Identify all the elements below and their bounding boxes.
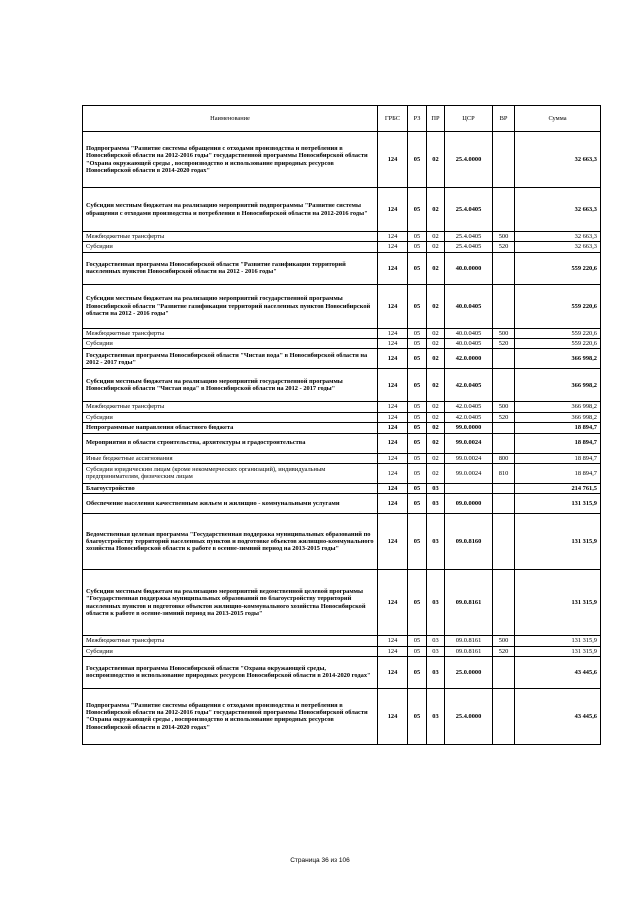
row-vr [493,514,515,570]
row-rz: 05 [408,412,427,422]
row-grbs: 124 [378,636,408,646]
row-sum: 559 220,6 [515,328,601,338]
row-grbs: 124 [378,328,408,338]
row-sum: 366 998,2 [515,402,601,412]
row-csr: 09.0.8161 [445,570,493,636]
row-vr: 500 [493,636,515,646]
row-pr: 03 [427,514,445,570]
row-name: Субсидии [83,412,378,422]
row-pr: 03 [427,570,445,636]
row-vr [493,494,515,514]
row-grbs: 124 [378,423,408,433]
row-rz: 05 [408,188,427,232]
row-name: Субсидии местным бюджетам на реализацию мероприятий государственной программы Новосибирской области "Чистая вода" в Новосибирской области на 2012 - 2017 годы" [83,369,378,402]
table-row [83,188,601,232]
row-pr: 03 [427,656,445,688]
row-grbs: 124 [378,453,408,463]
row-grbs: 124 [378,514,408,570]
row-rz: 05 [408,483,427,493]
row-csr: 99.0.0024 [445,453,493,463]
row-grbs: 124 [378,463,408,483]
row-csr: 42.0.0405 [445,402,493,412]
row-csr: 25.0.0000 [445,656,493,688]
table-row [83,423,601,433]
row-rz: 05 [408,636,427,646]
table-header-row [83,106,601,132]
row-rz: 05 [408,242,427,252]
table-row [83,412,601,422]
row-sum: 43 445,6 [515,656,601,688]
row-vr [493,188,515,232]
row-vr: 520 [493,646,515,656]
row-grbs: 124 [378,132,408,188]
row-csr: 25.4.0405 [445,188,493,232]
header-rz: РЗ [408,106,427,132]
row-sum: 131 315,9 [515,570,601,636]
row-pr: 02 [427,242,445,252]
table-row [83,232,601,242]
header-name: Наименование [83,106,378,132]
row-name: Субсидии [83,339,378,349]
page-number: Страница 36 из 106 [290,857,350,864]
row-pr: 02 [427,339,445,349]
row-rz: 05 [408,423,427,433]
row-name: Иные бюджетные ассигнования [83,453,378,463]
row-grbs: 124 [378,369,408,402]
row-pr: 02 [427,349,445,369]
row-csr: 40.0.0405 [445,328,493,338]
row-csr: 99.0.0000 [445,423,493,433]
row-csr: 25.4.0405 [445,232,493,242]
row-pr: 02 [427,132,445,188]
row-pr: 02 [427,433,445,453]
row-vr [493,423,515,433]
table-row [83,433,601,453]
row-csr: 42.0.0405 [445,412,493,422]
row-rz: 05 [408,252,427,284]
row-name: Государственная программа Новосибирской области "Чистая вода" в Новосибирской области на 2012 - 2017 годы" [83,349,378,369]
row-sum: 559 220,6 [515,284,601,328]
row-rz: 05 [408,132,427,188]
row-rz: 05 [408,232,427,242]
row-csr: 09.0.8161 [445,636,493,646]
row-pr: 02 [427,402,445,412]
row-sum: 32 663,3 [515,132,601,188]
row-vr: 800 [493,453,515,463]
row-rz: 05 [408,402,427,412]
row-sum: 366 998,2 [515,369,601,402]
row-name: Государственная программа Новосибирской области "Развитие газификации территорий населенных пунктов Новосибирской области на 2012 - 2016 годы" [83,252,378,284]
table-row [83,402,601,412]
row-sum: 366 998,2 [515,412,601,422]
row-grbs: 124 [378,570,408,636]
row-pr: 03 [427,483,445,493]
row-grbs: 124 [378,349,408,369]
row-grbs: 124 [378,232,408,242]
table-row [83,494,601,514]
row-pr: 02 [427,453,445,463]
header-sum: Сумма [515,106,601,132]
row-vr: 520 [493,412,515,422]
row-vr: 500 [493,328,515,338]
row-name: Обеспечение населения качественным жильем и жилищно - коммунальными услугами [83,494,378,514]
row-pr: 02 [427,463,445,483]
row-csr: 25.4.0000 [445,132,493,188]
table-row [83,339,601,349]
row-name: Непрограммные направления областного бюджета [83,423,378,433]
row-name: Подпрограмма "Развитие системы обращения с отходами производства и потребления в Новосибирской области на 2012-2016 годы" государственной программы Новосибирской области "Охрана окружающей среды , воспроизводство и использование природных ресурсов Новосибирской области в 2014-2020 годах" [83,688,378,744]
row-vr: 520 [493,339,515,349]
row-rz: 05 [408,453,427,463]
row-csr: 09.0.0000 [445,494,493,514]
row-pr: 02 [427,369,445,402]
row-sum: 131 315,9 [515,636,601,646]
table-row [83,349,601,369]
row-csr: 40.0.0405 [445,284,493,328]
row-sum: 18 894,7 [515,463,601,483]
row-vr [493,483,515,493]
row-vr: 520 [493,242,515,252]
row-csr: 25.4.0000 [445,688,493,744]
table-body [83,132,601,745]
row-sum: 559 220,6 [515,339,601,349]
row-sum: 32 663,3 [515,188,601,232]
table-row [83,636,601,646]
row-grbs: 124 [378,284,408,328]
table-row [83,656,601,688]
row-rz: 05 [408,688,427,744]
row-name: Мероприятия в области строительства, архитектуры и градостроительства [83,433,378,453]
row-csr: 25.4.0405 [445,242,493,252]
row-name: Межбюджетные трансферты [83,402,378,412]
row-vr [493,688,515,744]
row-pr: 02 [427,232,445,242]
row-grbs: 124 [378,646,408,656]
row-name: Субсидии [83,646,378,656]
row-sum: 214 761,5 [515,483,601,493]
row-csr [445,483,493,493]
row-name: Государственная программа Новосибирской области "Охрана окружающей среды, воспроизводство и использование природных ресурсов Новосибирской области в 2014-2020 годах" [83,656,378,688]
row-grbs: 124 [378,242,408,252]
row-grbs: 124 [378,252,408,284]
row-csr: 99.0.0024 [445,463,493,483]
header-vr: ВР [493,106,515,132]
budget-table [82,105,601,745]
row-sum: 559 220,6 [515,252,601,284]
row-vr [493,433,515,453]
row-rz: 05 [408,369,427,402]
row-csr: 09.0.8161 [445,646,493,656]
table-row [83,453,601,463]
table-row [83,328,601,338]
row-rz: 05 [408,433,427,453]
row-grbs: 124 [378,483,408,493]
row-name: Субсидии местным бюджетам на реализацию мероприятий ведомственной целевой программы "Государственная поддержка муниципальных образований по благоустройству территорий населенных пунктов и подготовке объектов жилищно-коммунального хозяйства Новосибирской области к работе в осенне-зимний период на 2013-2015 годы" [83,570,378,636]
row-rz: 05 [408,463,427,483]
row-vr [493,349,515,369]
row-rz: 05 [408,328,427,338]
row-sum: 131 315,9 [515,494,601,514]
row-pr: 03 [427,646,445,656]
row-sum: 131 315,9 [515,514,601,570]
table-row [83,132,601,188]
row-grbs: 124 [378,339,408,349]
row-sum: 32 663,3 [515,242,601,252]
row-sum: 18 894,7 [515,423,601,433]
row-csr: 42.0.0405 [445,369,493,402]
row-sum: 366 998,2 [515,349,601,369]
row-name: Субсидии местным бюджетам на реализацию мероприятий государственной программы Новосибирской области "Развитие газификации территорий населенных пунктов Новосибирской области на 2012 - 2016 годы" [83,284,378,328]
table-row [83,252,601,284]
row-name: Межбюджетные трансферты [83,232,378,242]
header-grbs: ГРБС [378,106,408,132]
row-grbs: 124 [378,402,408,412]
row-pr: 03 [427,688,445,744]
row-name: Субсидии [83,242,378,252]
row-vr: 810 [493,463,515,483]
row-vr: 500 [493,232,515,242]
row-rz: 05 [408,494,427,514]
row-csr: 40.0.0000 [445,252,493,284]
row-csr: 99.0.0024 [445,433,493,453]
table-row [83,483,601,493]
table-row [83,688,601,744]
row-vr [493,656,515,688]
table-row [83,463,601,483]
table-row [83,242,601,252]
row-rz: 05 [408,646,427,656]
row-grbs: 124 [378,688,408,744]
table-row [83,369,601,402]
row-vr [493,132,515,188]
row-pr: 02 [427,284,445,328]
row-vr [493,570,515,636]
row-pr: 03 [427,494,445,514]
row-csr: 42.0.0000 [445,349,493,369]
row-rz: 05 [408,514,427,570]
row-pr: 02 [427,328,445,338]
row-name: Межбюджетные трансферты [83,636,378,646]
row-sum: 43 445,6 [515,688,601,744]
row-sum: 18 894,7 [515,453,601,463]
row-vr [493,252,515,284]
row-pr: 02 [427,252,445,284]
table-row [83,514,601,570]
row-name: Благоустройство [83,483,378,493]
row-vr [493,369,515,402]
row-pr: 03 [427,636,445,646]
row-name: Субсидии местным бюджетам на реализацию мероприятий подпрограммы "Развитие системы обращения с отходами производства и потребления в Новосибирской области на 2012-2016 годы" [83,188,378,232]
row-grbs: 124 [378,412,408,422]
row-pr: 02 [427,412,445,422]
row-rz: 05 [408,349,427,369]
row-name: Ведомственная целевая программа "Государственная поддержка муниципальных образований по благоустройству территорий населенных пунктов и подготовке объектов жилищно-коммунального хозяйства Новосибирской области к работе в осенне-зимний период на 2013-2015 годы" [83,514,378,570]
row-name: Субсидии юридическим лицам (кроме некоммерческих организаций), индивидуальным предпринимателям, физическим лицам [83,463,378,483]
row-csr: 40.0.0405 [445,339,493,349]
row-grbs: 124 [378,494,408,514]
row-sum: 18 894,7 [515,433,601,453]
row-grbs: 124 [378,433,408,453]
row-rz: 05 [408,656,427,688]
header-csr: ЦСР [445,106,493,132]
row-vr [493,284,515,328]
row-pr: 02 [427,188,445,232]
row-sum: 131 315,9 [515,646,601,656]
row-csr: 09.0.8160 [445,514,493,570]
table-row [83,284,601,328]
row-name: Подпрограмма "Развитие системы обращения с отходами производства и потребления в Новосибирской области на 2012-2016 годы" государственной программы Новосибирской области "Охрана окружающей среды , воспроизводство и использование природных ресурсов Новосибирской области в 2014-2020 годах" [83,132,378,188]
row-rz: 05 [408,339,427,349]
table-row [83,570,601,636]
row-grbs: 124 [378,188,408,232]
row-sum: 32 663,3 [515,232,601,242]
row-grbs: 124 [378,656,408,688]
table-row [83,646,601,656]
header-pr: ПР [427,106,445,132]
row-rz: 05 [408,570,427,636]
row-rz: 05 [408,284,427,328]
row-name: Межбюджетные трансферты [83,328,378,338]
row-pr: 02 [427,423,445,433]
row-vr: 500 [493,402,515,412]
